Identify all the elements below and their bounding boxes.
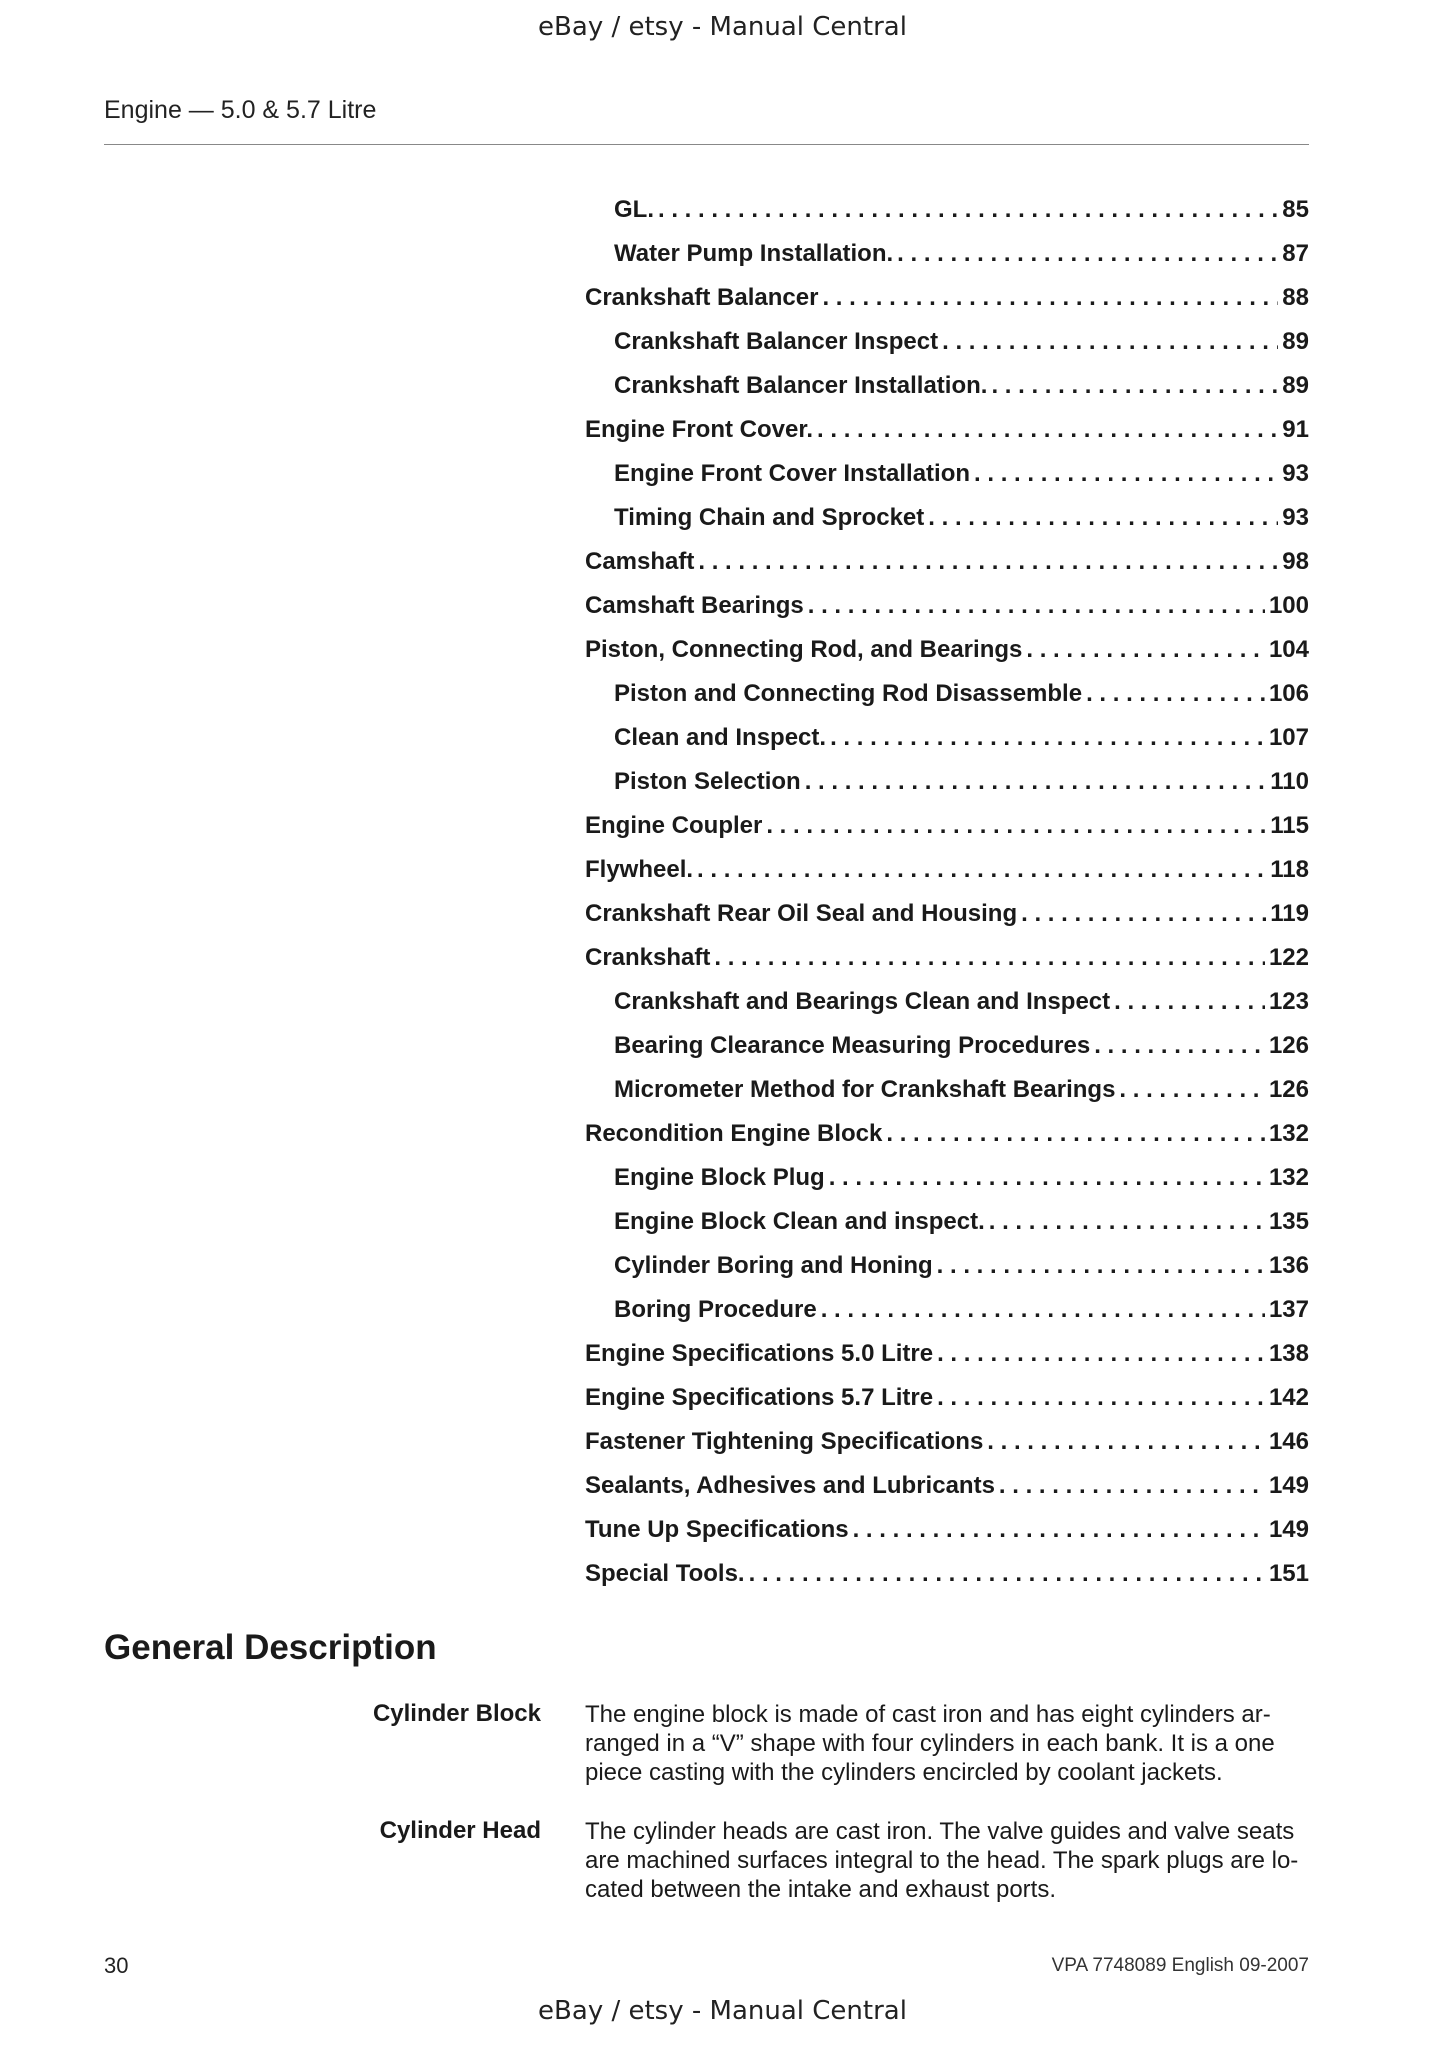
toc-entry-page: 142 <box>1268 1384 1309 1411</box>
toc-entry-title: Engine Front Cover Installation <box>614 460 971 487</box>
description-label: Cylinder Head <box>379 1817 541 1844</box>
toc-entry-page: 93 <box>1282 460 1309 487</box>
toc-dot-leader <box>829 1164 1265 1192</box>
toc-entry-title: Engine Front Cover. <box>585 416 814 443</box>
toc-entry <box>585 812 1309 856</box>
toc-dot-leader <box>822 284 1278 312</box>
toc-entry <box>585 1516 1309 1560</box>
toc-dot-leader <box>1094 1032 1265 1060</box>
toc-entry-title: Camshaft Bearings <box>585 592 804 619</box>
toc-entry <box>585 1252 1309 1296</box>
toc-dot-leader <box>928 504 1278 532</box>
table-of-contents <box>585 196 1309 1604</box>
toc-entry-page: 87 <box>1282 240 1309 267</box>
toc-entry-title: Boring Procedure <box>614 1296 817 1323</box>
toc-entry <box>585 1208 1309 1252</box>
toc-entry <box>585 284 1309 328</box>
toc-entry-page: 93 <box>1282 504 1309 531</box>
watermark-top: eBay / etsy - Manual Central <box>538 12 907 42</box>
toc-entry <box>585 1340 1309 1384</box>
toc-entry-title: Crankshaft Balancer <box>585 284 819 311</box>
toc-entry <box>585 1472 1309 1516</box>
toc-entry-title: Sealants, Adhesives and Lubricants <box>585 1472 995 1499</box>
toc-entry <box>585 988 1309 1032</box>
toc-entry-title: Crankshaft <box>585 944 711 971</box>
toc-dot-leader <box>805 768 1267 796</box>
toc-entry <box>585 460 1309 504</box>
toc-entry-page: 115 <box>1270 812 1309 839</box>
toc-entry <box>585 1560 1309 1604</box>
toc-entry <box>585 592 1309 636</box>
toc-entry-page: 149 <box>1268 1472 1309 1499</box>
running-header-title: Engine — 5.0 & 5.7 Litre <box>104 96 377 124</box>
page-number: 30 <box>104 1953 129 1978</box>
toc-dot-leader <box>1119 1076 1265 1104</box>
toc-entry-page: 106 <box>1268 680 1309 707</box>
toc-entry-page: 100 <box>1268 592 1309 619</box>
toc-entry <box>585 328 1309 372</box>
toc-dot-leader <box>817 416 1278 444</box>
toc-entry-title: GL. <box>614 196 654 223</box>
toc-dot-leader <box>987 1428 1265 1456</box>
toc-entry <box>585 196 1309 240</box>
toc-entry-page: 88 <box>1282 284 1309 311</box>
toc-dot-leader <box>808 592 1265 620</box>
toc-dot-leader <box>999 1472 1265 1500</box>
toc-entry-page: 119 <box>1270 900 1309 927</box>
toc-entry <box>585 680 1309 724</box>
toc-entry-page: 122 <box>1268 944 1309 971</box>
toc-entry-page: 110 <box>1270 768 1309 795</box>
toc-entry-title: Special Tools. <box>585 1560 745 1587</box>
toc-entry-title: Crankshaft and Bearings Clean and Inspect <box>614 988 1111 1015</box>
toc-entry-title: Piston, Connecting Rod, and Bearings <box>585 636 1023 663</box>
toc-dot-leader <box>937 1252 1265 1280</box>
toc-entry-title: Clean and Inspect. <box>614 724 827 751</box>
toc-entry-title: Engine Coupler <box>585 812 763 839</box>
toc-entry-page: 137 <box>1268 1296 1309 1323</box>
toc-dot-leader <box>1086 680 1265 708</box>
section-title: General Description <box>104 1628 437 1667</box>
toc-entry-page: 151 <box>1268 1560 1309 1587</box>
toc-entry <box>585 1428 1309 1472</box>
toc-entry-page: 146 <box>1268 1428 1309 1455</box>
toc-entry <box>585 1032 1309 1076</box>
toc-entry-title: Timing Chain and Sprocket <box>614 504 925 531</box>
toc-entry-page: 118 <box>1270 856 1309 883</box>
toc-entry-page: 132 <box>1268 1164 1309 1191</box>
toc-dot-leader <box>830 724 1265 752</box>
header-rule <box>104 144 1309 145</box>
toc-entry-page: 123 <box>1268 988 1309 1015</box>
toc-entry-page: 107 <box>1268 724 1309 751</box>
toc-entry-page: 135 <box>1268 1208 1309 1235</box>
toc-entry-page: 132 <box>1268 1120 1309 1147</box>
toc-entry <box>585 900 1309 944</box>
toc-entry <box>585 372 1309 416</box>
description-text: The cylinder heads are cast iron. The valve guides and valve seats are machined surfaces integral to the head. The spark plugs are lo-cated between the intake and exhaust ports. <box>585 1818 1299 1903</box>
toc-dot-leader <box>1114 988 1265 1016</box>
toc-dot-leader <box>853 1516 1265 1544</box>
toc-entry <box>585 1296 1309 1340</box>
toc-dot-leader <box>766 812 1266 840</box>
toc-entry-page: 91 <box>1282 416 1309 443</box>
toc-dot-leader <box>974 460 1278 488</box>
toc-entry-title: Piston Selection <box>614 768 801 795</box>
toc-entry-title: Crankshaft Balancer Installation. <box>614 372 988 399</box>
toc-entry-title: Engine Specifications 5.7 Litre <box>585 1384 934 1411</box>
toc-entry-page: 85 <box>1282 196 1309 223</box>
toc-entry-title: Recondition Engine Block <box>585 1120 883 1147</box>
toc-entry-title: Fastener Tightening Specifications <box>585 1428 984 1455</box>
toc-entry-page: 126 <box>1268 1076 1309 1103</box>
toc-entry-title: Tune Up Specifications <box>585 1516 849 1543</box>
toc-entry <box>585 636 1309 680</box>
toc-entry-title: Flywheel. <box>585 856 694 883</box>
toc-dot-leader <box>697 856 1266 884</box>
toc-dot-leader <box>886 1120 1265 1148</box>
toc-entry-title: Piston and Connecting Rod Disassemble <box>614 680 1083 707</box>
toc-entry-page: 126 <box>1268 1032 1309 1059</box>
toc-dot-leader <box>1021 900 1266 928</box>
toc-entry <box>585 944 1309 988</box>
toc-entry <box>585 1384 1309 1428</box>
toc-entry <box>585 548 1309 592</box>
description-text: The engine block is made of cast iron and has eight cylinders ar-ranged in a “V” shape with four cylinders in each bank. It is a one piece casting with the cylinders encircled by coolant jackets. <box>585 1701 1275 1786</box>
toc-dot-leader <box>698 548 1278 576</box>
toc-dot-leader <box>749 1560 1265 1588</box>
watermark-bottom: eBay / etsy - Manual Central <box>538 1996 907 2026</box>
toc-entry <box>585 768 1309 812</box>
toc-entry-page: 104 <box>1268 636 1309 663</box>
toc-entry <box>585 240 1309 284</box>
toc-dot-leader <box>937 1384 1265 1412</box>
toc-dot-leader <box>821 1296 1265 1324</box>
toc-entry-title: Water Pump Installation. <box>614 240 894 267</box>
document-id: VPA 7748089 English 09-2007 <box>1051 1955 1309 1976</box>
toc-entry-title: Cylinder Boring and Honing <box>614 1252 933 1279</box>
toc-entry <box>585 1076 1309 1120</box>
toc-entry-title: Engine Block Clean and inspect. <box>614 1208 985 1235</box>
toc-entry <box>585 856 1309 900</box>
toc-entry-title: Crankshaft Balancer Inspect <box>614 328 939 355</box>
toc-entry <box>585 724 1309 768</box>
toc-dot-leader <box>942 328 1278 356</box>
toc-entry-page: 138 <box>1268 1340 1309 1367</box>
description-label: Cylinder Block <box>372 1700 541 1727</box>
toc-dot-leader <box>658 196 1278 224</box>
toc-entry-title: Engine Block Plug <box>614 1164 825 1191</box>
toc-entry-title: Engine Specifications 5.0 Litre <box>585 1340 934 1367</box>
toc-entry-title: Bearing Clearance Measuring Procedures <box>614 1032 1091 1059</box>
toc-entry <box>585 416 1309 460</box>
toc-entry-page: 136 <box>1268 1252 1309 1279</box>
toc-entry-page: 149 <box>1268 1516 1309 1543</box>
toc-entry-page: 89 <box>1282 372 1309 399</box>
toc-dot-leader <box>991 372 1278 400</box>
toc-entry-title: Camshaft <box>585 548 695 575</box>
toc-entry-title: Micrometer Method for Crankshaft Bearings <box>614 1076 1116 1103</box>
toc-entry <box>585 1164 1309 1208</box>
toc-entry-page: 89 <box>1282 328 1309 355</box>
toc-dot-leader <box>1026 636 1265 664</box>
toc-entry <box>585 504 1309 548</box>
toc-dot-leader <box>897 240 1278 268</box>
toc-entry <box>585 1120 1309 1164</box>
toc-dot-leader <box>989 1208 1265 1236</box>
toc-entry-title: Crankshaft Rear Oil Seal and Housing <box>585 900 1018 927</box>
toc-dot-leader <box>937 1340 1265 1368</box>
toc-dot-leader <box>714 944 1265 972</box>
toc-entry-page: 98 <box>1282 548 1309 575</box>
